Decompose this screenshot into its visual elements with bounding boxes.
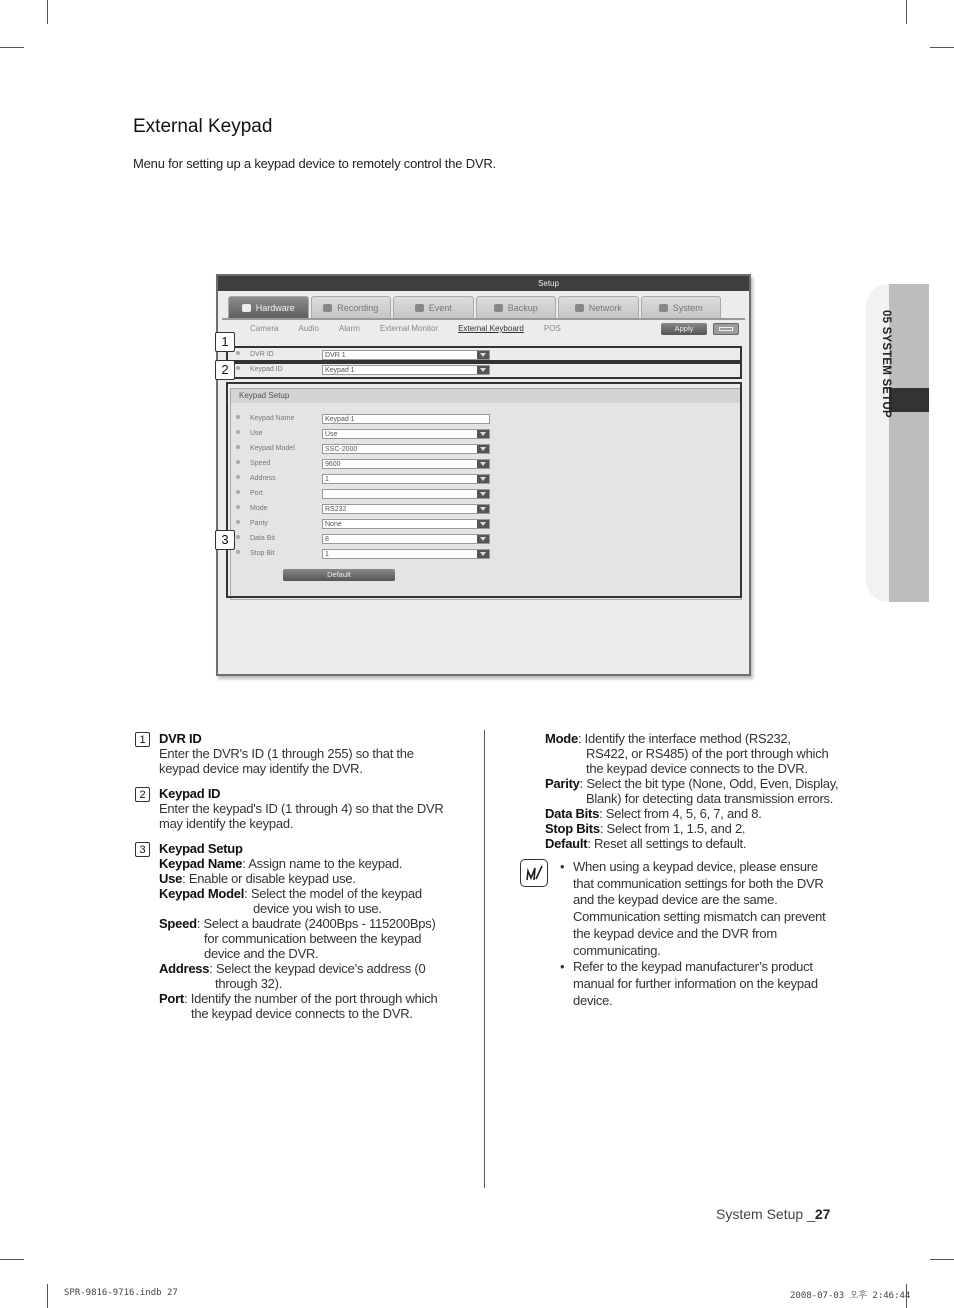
page-footer: System Setup _27 — [716, 1206, 831, 1222]
callout-frame-2 — [226, 362, 742, 379]
port-row: Port — [236, 489, 246, 501]
dvr-id-row: DVR ID — [236, 350, 246, 362]
dvr-id-select[interactable]: DVR 1 — [322, 350, 490, 360]
mode-select[interactable]: RS232 — [322, 504, 490, 514]
backup-icon — [494, 304, 503, 312]
subtab-external-monitor[interactable]: External Monitor — [379, 324, 439, 333]
chapter-marker — [889, 388, 929, 412]
keypad-setup-title: Keypad Setup — [231, 389, 741, 403]
keyboard-icon — [719, 327, 733, 331]
tab-system[interactable]: System — [641, 296, 722, 318]
column-divider — [484, 730, 485, 1188]
subtab-external-keyboard[interactable]: External Keyboard — [458, 324, 524, 333]
apply-button[interactable]: Apply — [661, 323, 707, 335]
speed-select[interactable]: 9600 — [322, 459, 490, 469]
virtual-keyboard-button[interactable] — [713, 323, 739, 335]
chevron-down-icon — [477, 505, 489, 513]
chevron-down-icon — [477, 550, 489, 558]
event-icon — [415, 304, 424, 312]
address-row: Address — [236, 474, 246, 486]
window-title: Setup — [218, 276, 749, 291]
tab-event[interactable]: Event — [393, 296, 474, 318]
item-number-2: 2 — [135, 787, 150, 802]
tab-backup[interactable]: Backup — [476, 296, 557, 318]
note-item: • When using a keypad device, please ensure that communication settings for both the DVR and the keypad device are the same. Communication setting mismatch can prevent the keypad device and the DVR from communicating. — [556, 859, 836, 959]
keypad-name-input[interactable]: Keypad 1 — [322, 414, 490, 424]
hardware-icon — [242, 304, 251, 312]
print-slug-date: 2008-07-03 오후 2:46:44 — [790, 1291, 911, 1301]
stop-bit-select[interactable]: 1 — [322, 549, 490, 559]
chevron-down-icon — [477, 535, 489, 543]
callout-2: 2 — [215, 360, 235, 380]
print-slug-file: SPR-9816-9716.indb 27 — [64, 1288, 178, 1298]
chevron-down-icon — [477, 520, 489, 528]
address-select[interactable]: 1 — [322, 474, 490, 484]
item-number-1: 1 — [135, 732, 150, 747]
subtab-alarm[interactable]: Alarm — [338, 324, 360, 333]
subtab-camera[interactable]: Camera — [250, 324, 279, 333]
item-keypad-setup-continued: Mode: Identify the interface method (RS232, RS422, or RS485) of the port through which the keypad device connects to the DVR. Parity: Select the bit type (None, Odd, Even, Display, Blank) for detecting data transmission errors. Data Bits: Select from 4, 5, 6, 7, and 8. Stop Bits: Select from 1, 1.5, and 2. Default: Reset all settings to default. — [545, 731, 839, 851]
parity-select[interactable]: None — [322, 519, 490, 529]
keypad-model-select[interactable]: SSC-2000 — [322, 444, 490, 454]
stop-bit-row: Stop Bit — [236, 549, 246, 561]
chapter-side-tab — [866, 284, 929, 602]
item-dvr-id: DVR ID Enter the DVR's ID (1 through 255) so that the keypad device may identify the DVR. — [159, 731, 414, 776]
page-title: External Keypad — [133, 116, 273, 137]
system-icon — [659, 304, 668, 312]
recording-icon — [323, 304, 332, 312]
chevron-down-icon — [477, 475, 489, 483]
tab-recording[interactable]: Recording — [311, 296, 392, 318]
keypad-id-row: Keypad ID — [236, 365, 246, 377]
default-button[interactable]: Default — [283, 569, 395, 581]
data-bit-row: Data Bit — [236, 534, 246, 546]
tab-hardware[interactable]: Hardware — [228, 296, 309, 318]
network-icon — [575, 304, 584, 312]
port-select[interactable] — [322, 489, 490, 499]
setup-window-screenshot — [216, 274, 751, 676]
use-select[interactable]: Use — [322, 429, 490, 439]
main-tabs — [228, 296, 723, 318]
chevron-down-icon — [477, 445, 489, 453]
keypad-id-select[interactable]: Keypad 1 — [322, 365, 490, 375]
chevron-down-icon — [477, 490, 489, 498]
tab-network[interactable]: Network — [558, 296, 639, 318]
parity-row: Parity — [236, 519, 246, 531]
keypad-name-row: Keypad Name — [236, 414, 246, 426]
note-icon — [520, 859, 548, 887]
use-row: Use — [236, 429, 246, 441]
callout-3: 3 — [215, 530, 235, 550]
data-bit-select[interactable]: 8 — [322, 534, 490, 544]
subtab-audio[interactable]: Audio — [298, 324, 319, 333]
sub-tabs — [250, 324, 581, 333]
note-item: • Refer to the keypad manufacturer’s product manual for further information on the keypad device. — [556, 959, 836, 1009]
callout-1: 1 — [215, 332, 235, 352]
item-number-3: 3 — [135, 842, 150, 857]
callout-frame-1 — [226, 346, 742, 362]
mode-row: Mode — [236, 504, 246, 516]
subtab-pos[interactable]: POS — [543, 324, 561, 333]
chevron-down-icon — [477, 430, 489, 438]
chevron-down-icon — [477, 460, 489, 468]
note-list — [556, 859, 836, 1009]
intro-text: Menu for setting up a keypad device to remotely control the DVR. — [133, 156, 496, 171]
speed-row: Speed — [236, 459, 246, 471]
item-keypad-id: Keypad ID Enter the keypad's ID (1 through 4) so that the DVR may identify the keypad. — [159, 786, 444, 831]
item-keypad-setup: Keypad Setup Keypad Name: Assign name to the keypad. Use: Enable or disable keypad use. Keypad Model: Select the model of the keypad device you wish to use. Speed: Select a baudrate (2400Bps - 115200Bps) for communication between the keypad device and the DVR. Address: Select the keypad device’s address (0 through 32). Port: Identify the number of the port through which the keypad device connects to the DVR. — [159, 841, 438, 1021]
chapter-label: 05 SYSTEM SETUP — [880, 310, 892, 418]
keypad-model-row: Keypad Model — [236, 444, 246, 456]
